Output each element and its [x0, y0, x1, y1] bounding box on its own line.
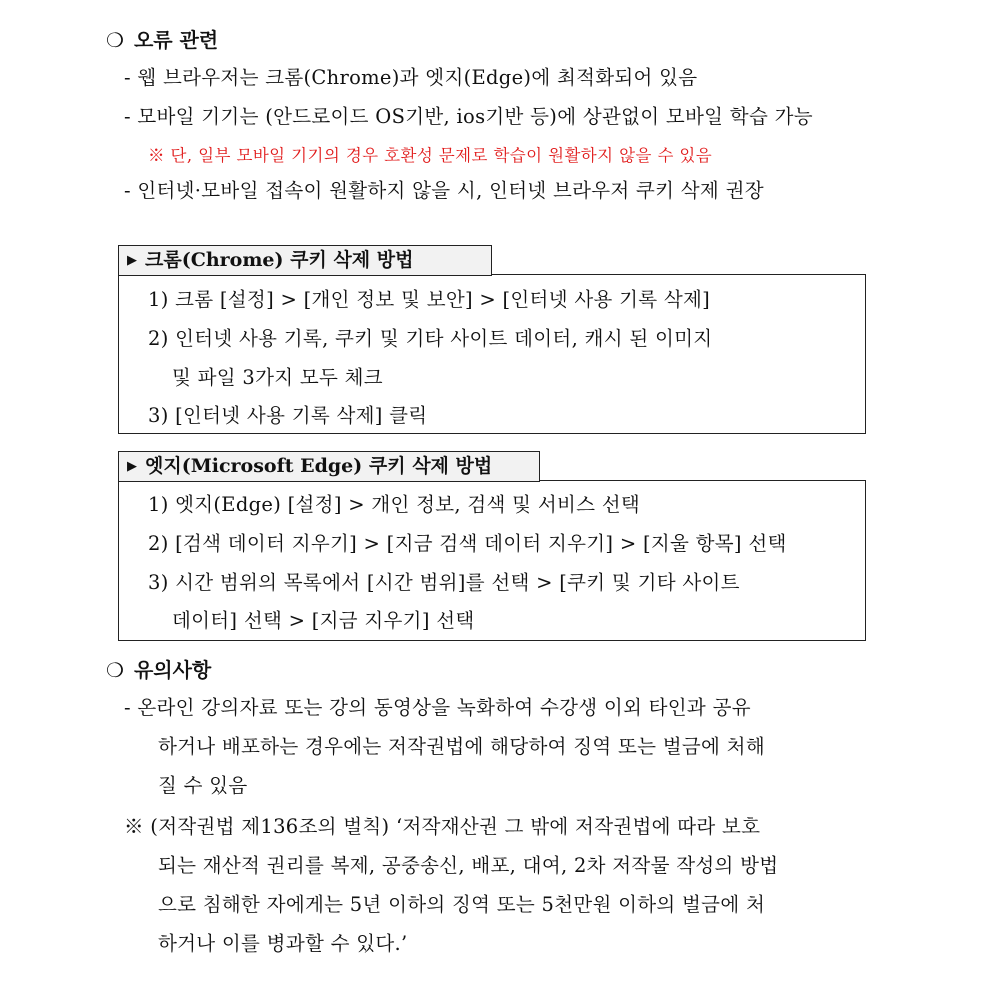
edge-box-title: 엣지(Microsoft Edge) 쿠키 삭제 방법	[145, 455, 493, 477]
caution-line-2: 하거나 배포하는 경우에는 저작권법에 해당하여 징역 또는 벌금에 처해	[158, 735, 765, 758]
chrome-step-2: 2) 인터넷 사용 기록, 쿠키 및 기타 사이트 데이터, 캐시 된 이미지	[148, 327, 713, 350]
law-line-3: 으로 침해한 자에게는 5년 이하의 징역 또는 5천만원 이하의 벌금에 처	[158, 893, 766, 916]
edge-box-header	[118, 451, 540, 482]
caution-line-1: - 온라인 강의자료 또는 강의 동영상을 녹화하여 수강생 이외 타인과 공유	[124, 696, 751, 719]
circle-bullet-icon: ❍	[106, 28, 124, 52]
chrome-step-2-cont: 및 파일 3가지 모두 체크	[172, 366, 383, 389]
law-line-4: 하거나 이를 병과할 수 있다.’	[158, 932, 408, 955]
triangle-bullet-icon: ▶	[127, 459, 137, 474]
chrome-box-header	[118, 245, 492, 276]
error-note-compat: ※ 단, 일부 모바일 기기의 경우 호환성 문제로 학습이 원활하지 않을 수 있음	[148, 146, 713, 165]
section-heading-caution	[106, 654, 211, 683]
law-line-2: 되는 재산적 권리를 복제, 공중송신, 배포, 대여, 2차 저작물 작성의 방법	[158, 854, 779, 877]
section-title: 오류 관련	[133, 28, 219, 52]
law-line-1: ※ (저작권법 제136조의 벌칙) ‘저작재산권 그 밖에 저작권법에 따라 보호	[124, 815, 761, 838]
chrome-step-1: 1) 크롬 [설정] > [개인 정보 및 보안] > [인터넷 사용 기록 삭제]	[148, 288, 711, 311]
circle-bullet-icon: ❍	[106, 658, 124, 682]
chrome-box-title: 크롬(Chrome) 쿠키 삭제 방법	[145, 249, 414, 271]
section-title: 유의사항	[133, 658, 212, 682]
error-item-browser: - 웹 브라우저는 크롬(Chrome)과 엣지(Edge)에 최적화되어 있음	[124, 66, 698, 89]
edge-step-1: 1) 엣지(Edge) [설정] > 개인 정보, 검색 및 서비스 선택	[148, 493, 641, 516]
edge-step-3-cont: 데이터] 선택 > [지금 지우기] 선택	[172, 609, 475, 632]
section-heading-error	[106, 24, 218, 53]
triangle-bullet-icon: ▶	[127, 253, 137, 268]
edge-step-3: 3) 시간 범위의 목록에서 [시간 범위]를 선택 > [쿠키 및 기타 사이트	[148, 571, 740, 594]
caution-line-3: 질 수 있음	[158, 774, 248, 797]
edge-step-2: 2) [검색 데이터 지우기] > [지금 검색 데이터 지우기] > [지울 항목] 선택	[148, 532, 787, 555]
error-item-mobile: - 모바일 기기는 (안드로이드 OS기반, ios기반 등)에 상관없이 모바일 학습 가능	[124, 105, 813, 128]
error-item-cookie: - 인터넷·모바일 접속이 원활하지 않을 시, 인터넷 브라우저 쿠키 삭제 권장	[124, 179, 764, 202]
chrome-step-3: 3) [인터넷 사용 기록 삭제] 클릭	[148, 404, 428, 427]
